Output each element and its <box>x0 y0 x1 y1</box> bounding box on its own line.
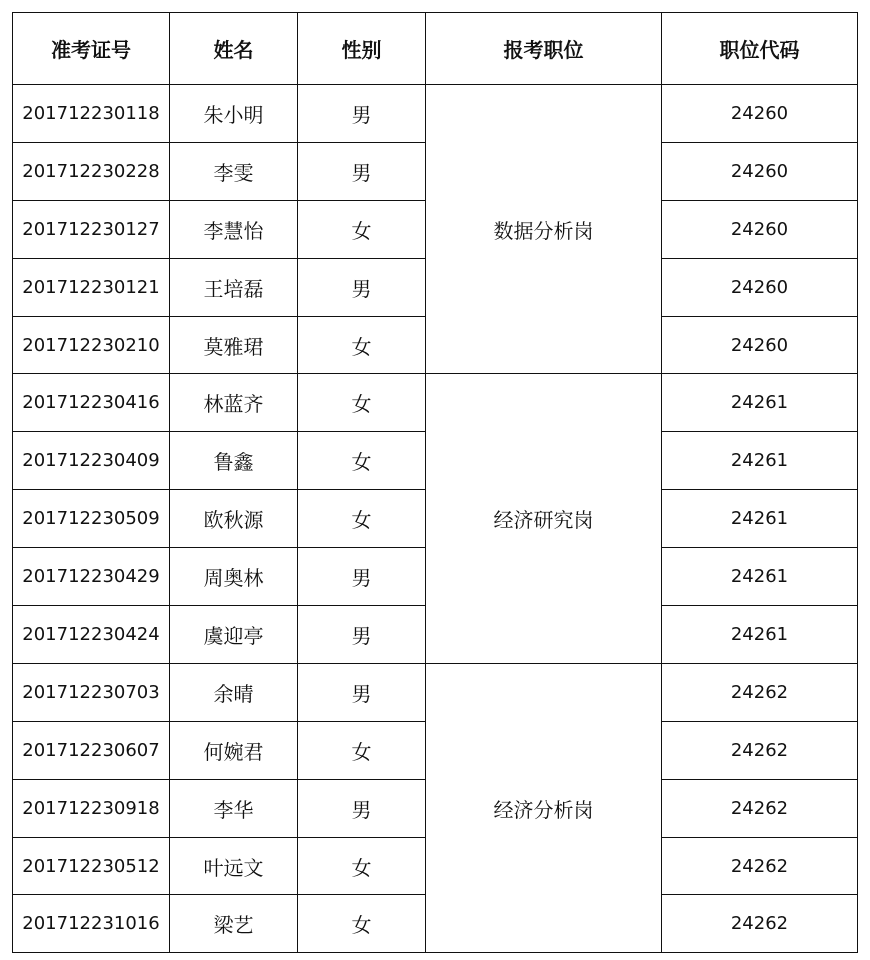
cell-position-code: 24260 <box>662 85 858 143</box>
cell-gender: 女 <box>298 374 426 432</box>
cell-position-code: 24261 <box>662 490 858 548</box>
cell-position-code: 24260 <box>662 200 858 258</box>
cell-exam-id: 201712230607 <box>13 721 170 779</box>
header-position-code: 职位代码 <box>662 13 858 85</box>
applicant-table <box>12 12 858 953</box>
cell-position-code: 24261 <box>662 606 858 664</box>
cell-position: 数据分析岗 <box>426 85 662 374</box>
cell-name: 李慧怡 <box>170 200 298 258</box>
cell-position-code: 24262 <box>662 779 858 837</box>
cell-exam-id: 201712230416 <box>13 374 170 432</box>
cell-gender: 女 <box>298 316 426 374</box>
cell-position: 经济分析岗 <box>426 663 662 952</box>
cell-exam-id: 201712230127 <box>13 200 170 258</box>
cell-gender: 男 <box>298 85 426 143</box>
cell-name: 朱小明 <box>170 85 298 143</box>
cell-position-code: 24260 <box>662 258 858 316</box>
cell-exam-id: 201712230409 <box>13 432 170 490</box>
cell-exam-id: 201712230210 <box>13 316 170 374</box>
cell-exam-id: 201712230228 <box>13 142 170 200</box>
cell-name: 李华 <box>170 779 298 837</box>
cell-gender: 女 <box>298 837 426 895</box>
cell-name: 林蓝齐 <box>170 374 298 432</box>
cell-exam-id: 201712230121 <box>13 258 170 316</box>
cell-name: 叶远文 <box>170 837 298 895</box>
cell-position-code: 24260 <box>662 142 858 200</box>
cell-name: 梁艺 <box>170 895 298 953</box>
cell-gender: 男 <box>298 663 426 721</box>
header-exam-id: 准考证号 <box>13 13 170 85</box>
cell-name: 李雯 <box>170 142 298 200</box>
table-body <box>13 85 858 953</box>
cell-exam-id: 201712230424 <box>13 606 170 664</box>
cell-exam-id: 201712231016 <box>13 895 170 953</box>
cell-position-code: 24262 <box>662 663 858 721</box>
cell-exam-id: 201712230512 <box>13 837 170 895</box>
header-position: 报考职位 <box>426 13 662 85</box>
cell-name: 周奥林 <box>170 548 298 606</box>
cell-gender: 女 <box>298 490 426 548</box>
cell-name: 余晴 <box>170 663 298 721</box>
cell-gender: 女 <box>298 200 426 258</box>
cell-gender: 女 <box>298 721 426 779</box>
header-name: 姓名 <box>170 13 298 85</box>
cell-position: 经济研究岗 <box>426 374 662 663</box>
cell-exam-id: 201712230509 <box>13 490 170 548</box>
table-row <box>13 85 858 143</box>
cell-name: 王培磊 <box>170 258 298 316</box>
cell-position-code: 24262 <box>662 721 858 779</box>
header-row <box>13 13 858 85</box>
table-row <box>13 374 858 432</box>
cell-gender: 男 <box>298 548 426 606</box>
cell-gender: 男 <box>298 258 426 316</box>
cell-position-code: 24262 <box>662 837 858 895</box>
cell-gender: 女 <box>298 432 426 490</box>
cell-name: 何婉君 <box>170 721 298 779</box>
cell-exam-id: 201712230918 <box>13 779 170 837</box>
cell-exam-id: 201712230118 <box>13 85 170 143</box>
cell-name: 虞迎亭 <box>170 606 298 664</box>
cell-position-code: 24261 <box>662 548 858 606</box>
cell-position-code: 24262 <box>662 895 858 953</box>
cell-position-code: 24261 <box>662 432 858 490</box>
cell-position-code: 24260 <box>662 316 858 374</box>
cell-gender: 男 <box>298 606 426 664</box>
cell-exam-id: 201712230703 <box>13 663 170 721</box>
cell-name: 欧秋源 <box>170 490 298 548</box>
cell-name: 莫雅珺 <box>170 316 298 374</box>
cell-position-code: 24261 <box>662 374 858 432</box>
cell-exam-id: 201712230429 <box>13 548 170 606</box>
header-gender: 性别 <box>298 13 426 85</box>
table-row <box>13 663 858 721</box>
cell-name: 鲁鑫 <box>170 432 298 490</box>
cell-gender: 女 <box>298 895 426 953</box>
cell-gender: 男 <box>298 142 426 200</box>
cell-gender: 男 <box>298 779 426 837</box>
